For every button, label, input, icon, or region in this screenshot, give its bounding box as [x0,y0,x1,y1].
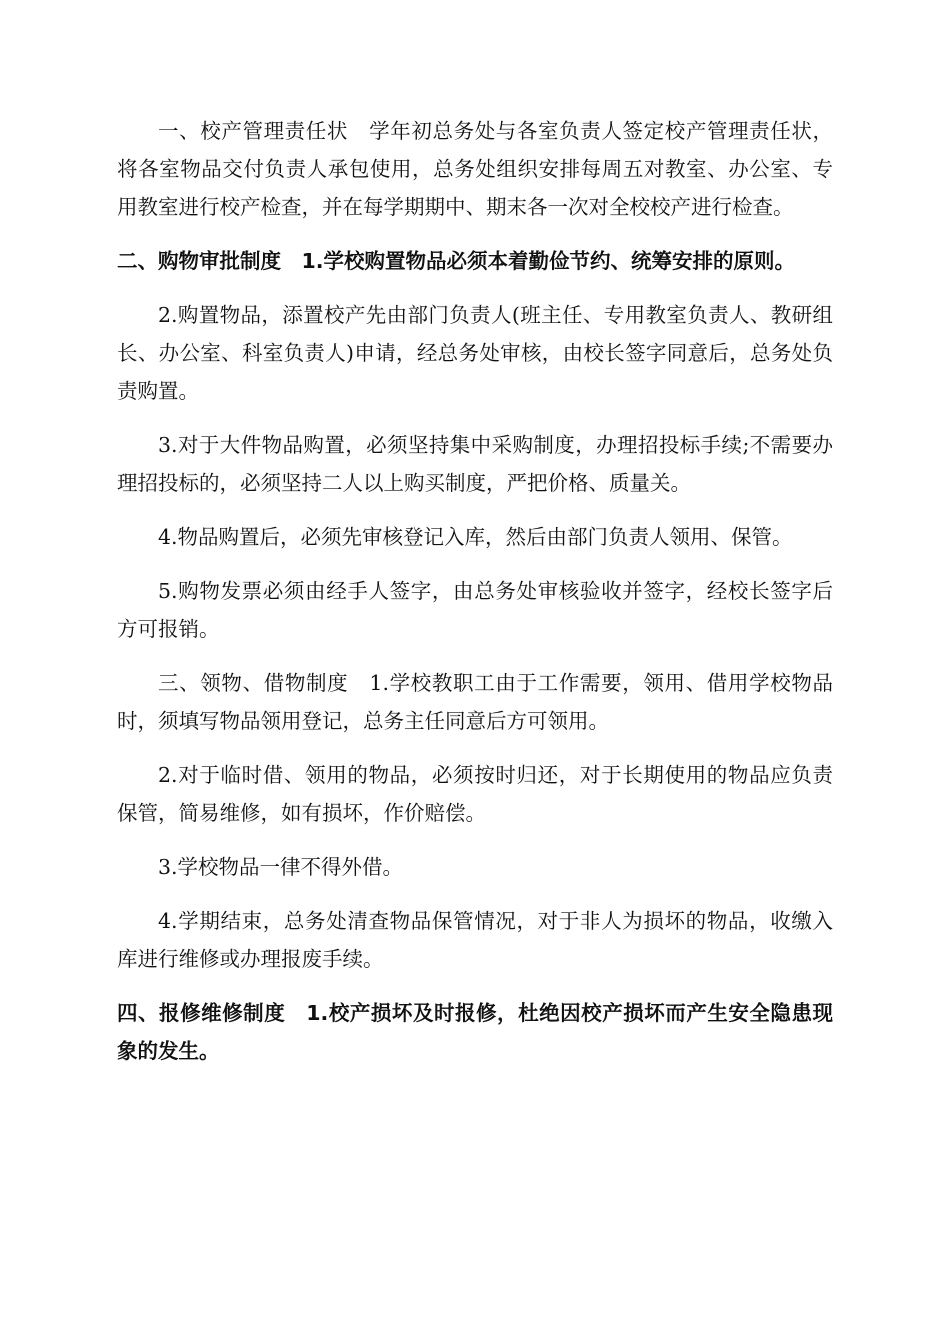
section-3-item-2: 2.对于临时借、领用的物品，必须按时归还，对于长期使用的物品应负责保管，简易维修，如有损坏，作价赔偿。 [117,763,833,825]
section-2-item-3: 3.对于大件物品购置，必须坚持集中采购制度，办理招投标手续;不需要办理招投标的，必须坚持二人以上购买制度，严把价格、质量关。 [117,433,833,495]
section-2-item-4: 4.物品购置后，必须先审核登记入库，然后由部门负责人领用、保管。 [158,525,793,549]
section-2-heading: 二、购物审批制度 1.学校购置物品必须本着勤俭节约、统筹安排的原则。 [117,249,796,273]
section-3-item-4: 4.学期结束，总务处清查物品保管情况，对于非人为损坏的物品，收缴入库进行维修或办理报废手续。 [117,909,833,971]
section-1-paragraph: 一、校产管理责任状 学年初总务处与各室负责人签定校产管理责任状，将各室物品交付负责人承包使用，总务处组织安排每周五对教室、办公室、专用教室进行校产检查，并在每学期期中、期末各一次对全校校产进行检查。 [117,119,833,219]
section-3-item-3: 3.学校物品一律不得外借。 [158,855,404,879]
section-3-paragraph: 三、领物、借物制度 1.学校教职工由于工作需要，领用、借用学校物品时，须填写物品领用登记，总务主任同意后方可领用。 [117,671,833,733]
section-2-item-2: 2.购置物品，添置校产先由部门负责人(班主任、专用教室负责人、教研组长、办公室、科室负责人)申请，经总务处审核，由校长签字同意后，总务处负责购置。 [117,303,833,403]
section-4-heading: 四、报修维修制度 1.校产损坏及时报修，杜绝因校产损坏而产生安全隐患现象的发生。 [117,1001,833,1063]
document-page [117,112,833,1070]
section-2-item-5: 5.购物发票必须由经手人签字，由总务处审核验收并签字，经校长签字后方可报销。 [117,579,833,641]
